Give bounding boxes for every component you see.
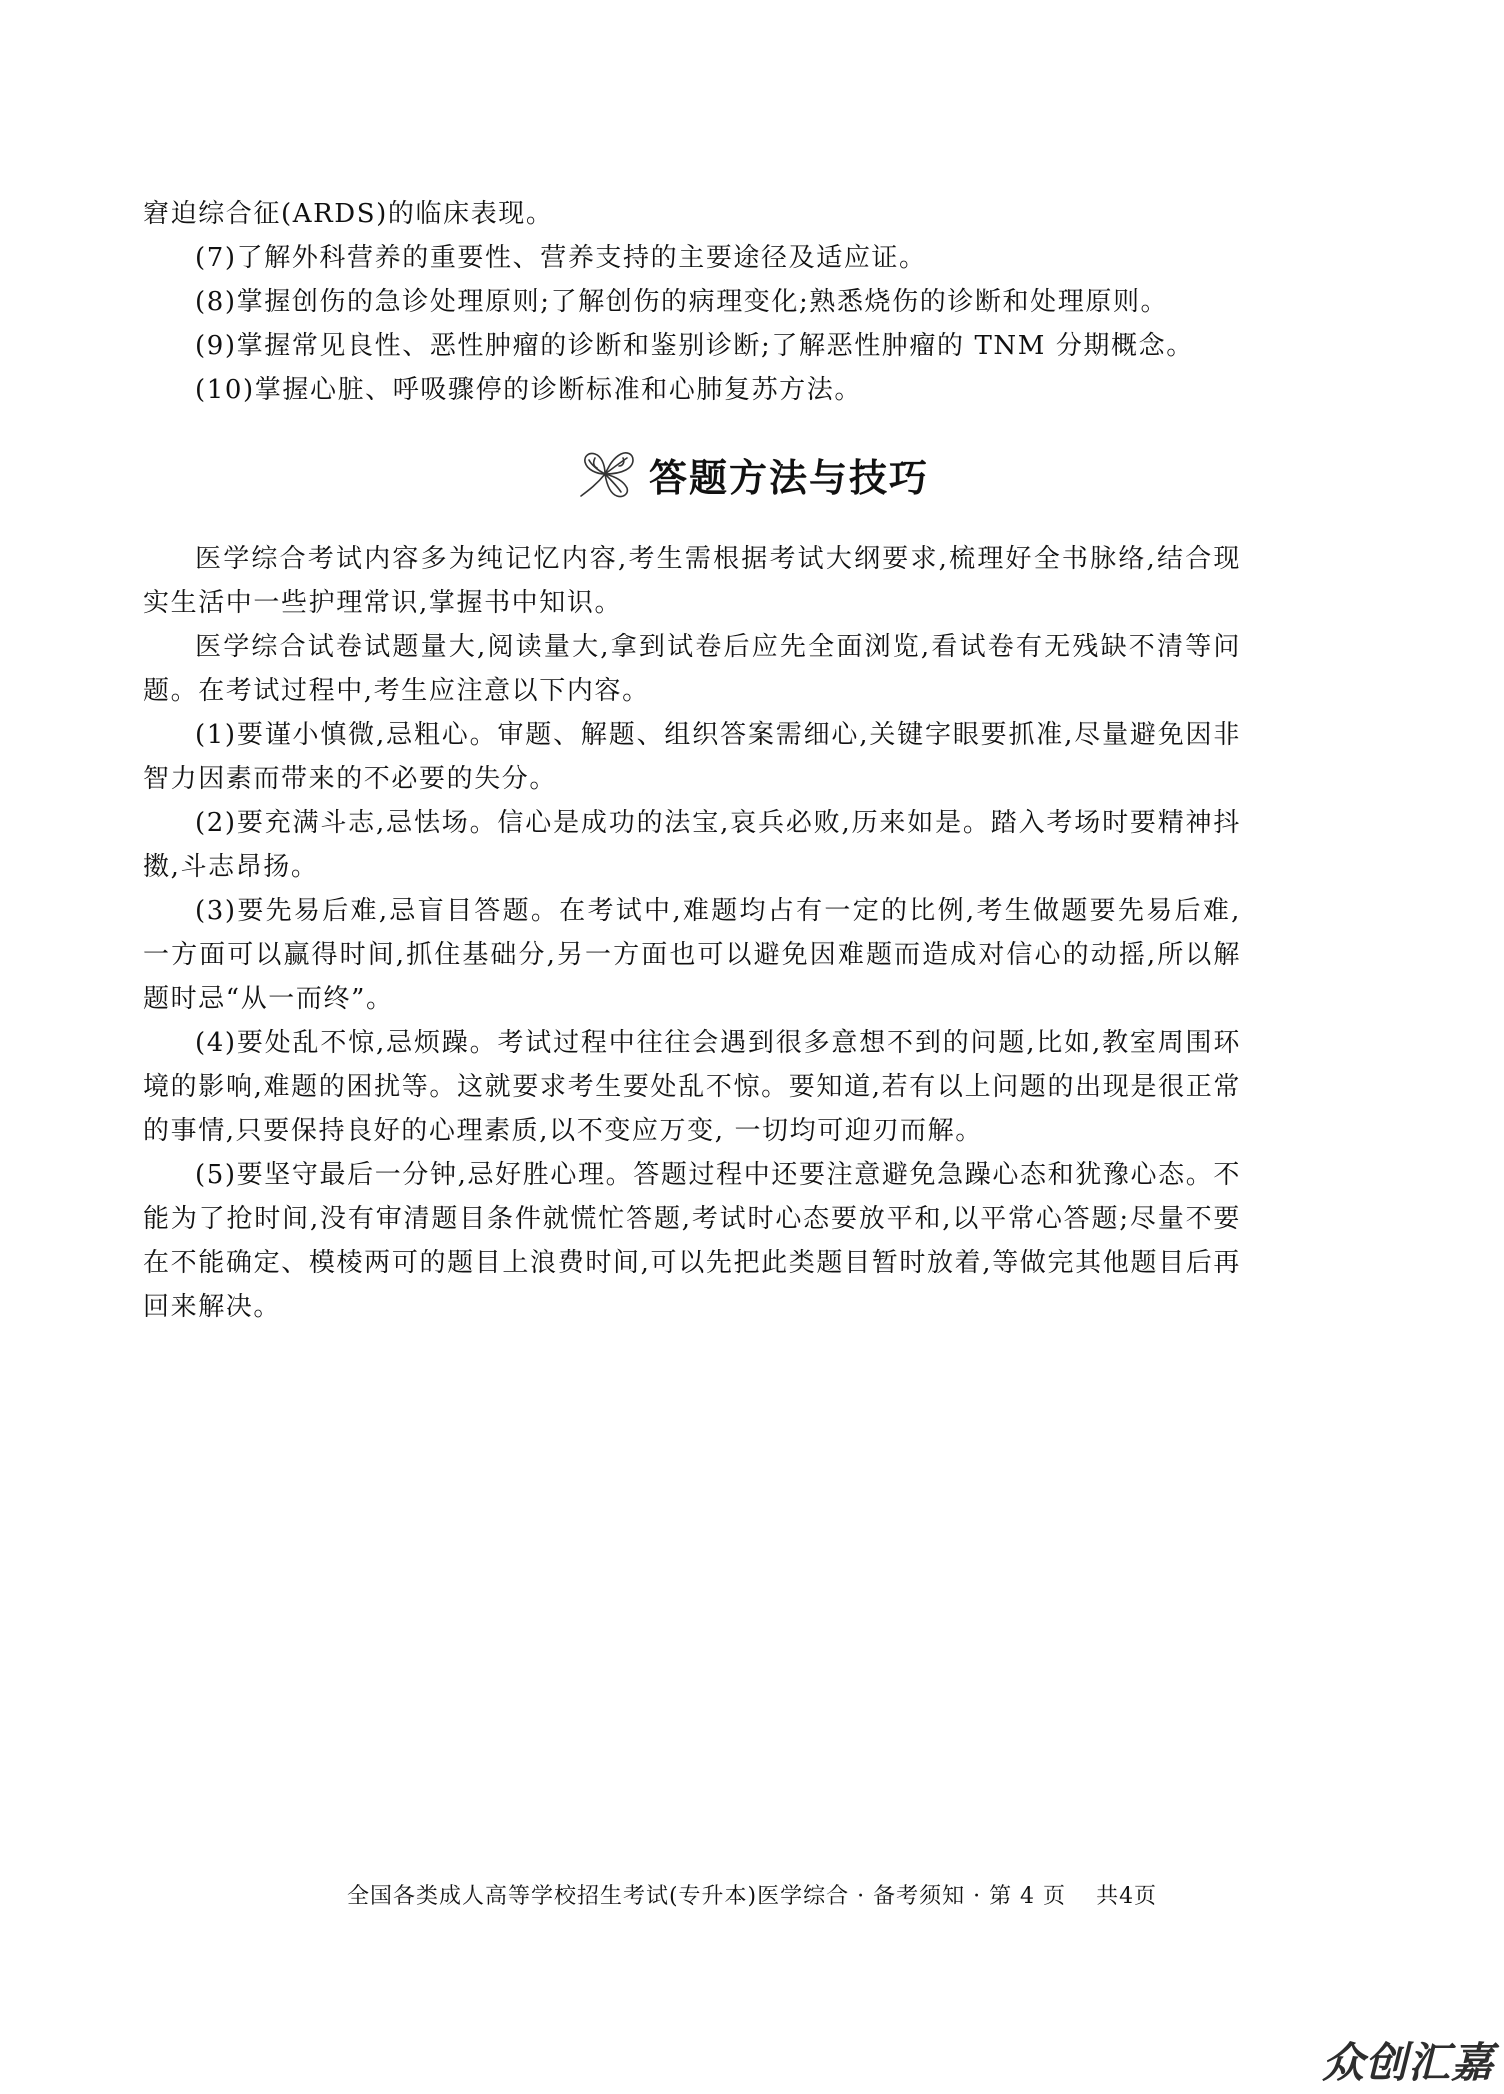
- leaf-swirl-icon: [575, 444, 641, 504]
- intro-line: (7)了解外科营养的重要性、营养支持的主要途径及适应证。: [195, 243, 927, 273]
- body-paragraph: (4)要处乱不惊,忌烦躁。考试过程中往往会遇到很多意想不到的问题,比如,教室周围环境的影响,难题的困扰等。这就要求考生要处乱不惊。要知道,若有以上问题的出现是很正常的事情,只要保持良好的心理素质,以不变应万变, 一切均可迎刃而解。: [143, 1028, 1241, 1146]
- body-paragraph: (2)要充满斗志,忌怯场。信心是成功的法宝,哀兵必败,历来如是。踏入考场时要精神抖擞,斗志昂扬。: [143, 808, 1241, 882]
- body-paragraph: 医学综合试卷试题量大,阅读量大,拿到试卷后应先全面浏览,看试卷有无残缺不清等问题。在考试过程中,考生应注意以下内容。: [143, 632, 1241, 706]
- watermark-logo: 众创汇嘉: [1321, 2038, 1494, 2087]
- body-paragraph: (3)要先易后难,忌盲目答题。在考试中,难题均占有一定的比例,考生做题要先易后难,一方面可以赢得时间,抓住基础分,另一方面也可以避免因难题而造成对信心的动摇,所以解题时忌“从一而终”。: [143, 896, 1241, 1014]
- page-footer: [0, 1879, 1504, 1910]
- body-section: [143, 537, 1241, 1329]
- intro-line: (10)掌握心脏、呼吸骤停的诊断标准和心肺复苏方法。: [195, 375, 862, 405]
- section-title: 答题方法与技巧: [648, 455, 929, 500]
- intro-line: (9)掌握常见良性、恶性肿瘤的诊断和鉴别诊断;了解恶性肿瘤的 TNM 分期概念。: [195, 331, 1194, 361]
- body-paragraph: (1)要谨小慎微,忌粗心。审题、解题、组织答案需细心,关键字眼要抓准,尽量避免因非智力因素而带来的不必要的失分。: [143, 720, 1241, 794]
- footer-text: 全国各类成人高等学校招生考试(专升本)医学综合 · 备考须知 · 第 4 页: [346, 1884, 1067, 1909]
- section-header: [0, 444, 1504, 504]
- intro-line: 窘迫综合征(ARDS)的临床表现。: [143, 199, 554, 229]
- body-paragraph: (5)要坚守最后一分钟,忌好胜心理。答题过程中还要注意避免急躁心态和犹豫心态。不能为了抢时间,没有审清题目条件就慌忙答题,考试时心态要放平和,以平常心答题;尽量不要在不能确定、模棱两可的题目上浪费时间,可以先把此类题目暂时放着,等做完其他题目后再回来解决。: [143, 1160, 1241, 1322]
- intro-section: [143, 192, 1241, 412]
- footer-page-count: 共4页: [1096, 1884, 1158, 1909]
- body-paragraph: 医学综合考试内容多为纯记忆内容,考生需根据考试大纲要求,梳理好全书脉络,结合现实生活中一些护理常识,掌握书中知识。: [143, 544, 1241, 618]
- intro-line: (8)掌握创伤的急诊处理原则;了解创伤的病理变化;熟悉烧伤的诊断和处理原则。: [195, 287, 1169, 317]
